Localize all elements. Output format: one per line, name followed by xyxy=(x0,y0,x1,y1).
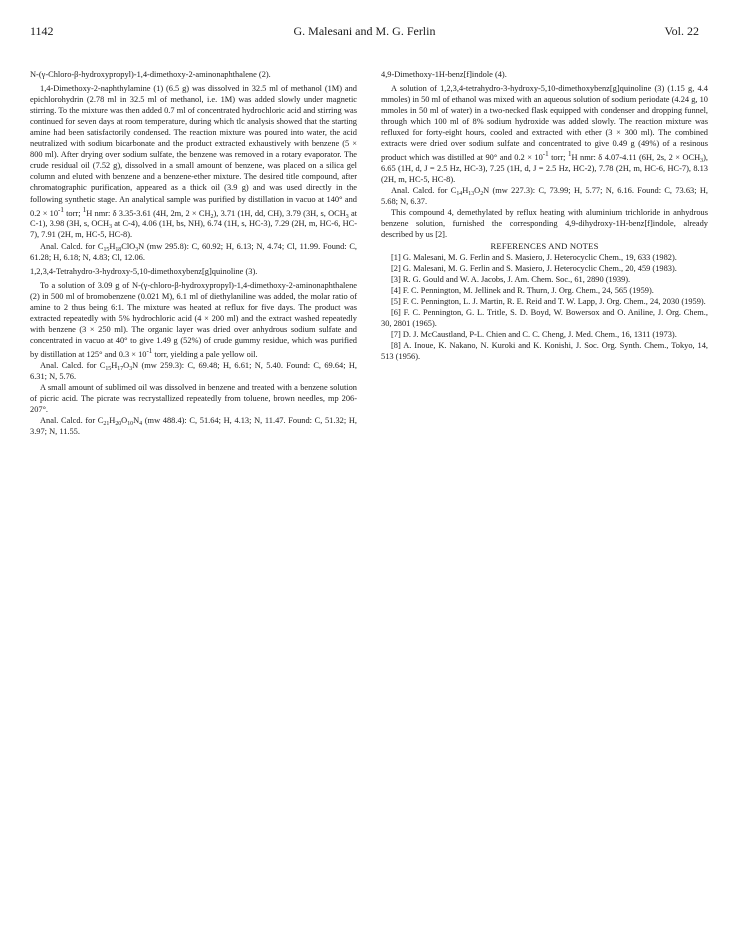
reference-item: [8] A. Inoue, K. Nakano, N. Kuroki and K. Konishi, J. Soc. Org. Synth. Chem., Tokyo, 14, 513 (1956). xyxy=(381,340,708,361)
compound-3-heading: 1,2,3,4-Tetrahydro-3-hydroxy-5,10-dimethoxybenz[g]quinoline (3). xyxy=(30,266,258,276)
left-column xyxy=(30,69,357,437)
reference-item: [6] F. C. Pennington, G. L. Tritle, S. D. Boyd, W. Bowersox and O. Aniline, J. Org. Chem., 30, 2801 (1965). xyxy=(381,307,708,328)
right-column xyxy=(381,69,708,362)
reference-item: [2] G. Malesani, M. G. Ferlin and S. Masiero, J. Heterocyclic Chem., 20, 459 (1983). xyxy=(391,263,677,273)
reference-item: [4] F. C. Pennington, M. Jellinek and R. Thurn, J. Org. Chem., 24, 565 (1959). xyxy=(391,285,654,295)
running-title: G. Malesani and M. G. Ferlin xyxy=(293,24,436,38)
demethylation-note: This compound 4, demethylated by reflux heating with aluminium trichloride in anhydrous benzene solution, furnished the corresponding 4,9-dihydroxy-1H-benz[f]indole, already described by us [2]. xyxy=(381,208,708,240)
picrate-procedure: A small amount of sublimed oil was dissolved in benzene and treated with a benzene solution of picric acid. The picrate was recrystallized repeatedly from toluene, brown needles, mp 206-207°. xyxy=(30,382,357,414)
compound-3-analysis: Anal. Calcd. for $C_{15}H_{17}O_3N$ (mw 259.3): C, 69.48; H, 6.61; N, 5.40. Found: C, 69.64; H, 6.31; N, 5.76. xyxy=(30,360,357,381)
compound-2-analysis: Anal. Calcd. for $C_{15}H_{18}ClO_3N$ (mw 295.8): C, 60.92; H, 6.13; N, 4.74; Cl, 11.99. Found: C, 61.28; H, 6.18; N, 4.83; Cl, 12.06. xyxy=(30,241,357,262)
references-heading: REFERENCES AND NOTES xyxy=(490,240,599,251)
compound-4-procedure: A solution of 1,2,3,4-tetrahydro-3-hydroxy-5,10-dimethoxybenz[g]quinoline (3) (1.15 g, 4.4 mmoles) in 50 ml of ethanol was mixed with an aqueous solution of sodium periodate (4.24 g, 10 mmoles in 50 ml of water) in a two-necked flask equipped with condenser and dropping funnel, through which 100 ml of 8% sodium hydroxide was added slowly. The reaction mixture was refluxed for forty-eight hours, cooled and extracted with ether (3 × 300 ml). The combined extracts were dried over sodium sulfate and concentrated to give 0.49 g (49%) of a resinous product which was distilled at 90° and $0.2 \times 10^{-1}$ torr; $^1$H nmr: δ 4.07-4.11 (6H, 2s, $2 \times OCH_3$), 6.65 (1H, d, J = 2.5 Hz, HC-3), 7.25 (1H, d, J = 2.5 Hz, HC-2), 7.78 (2H, m, HC-6, HC-7), 8.13 (2H, m, HC-5, HC-8). xyxy=(381,84,708,185)
reference-item: [3] R. G. Gould and W. A. Jacobs, J. Am. Chem. Soc., 61, 2890 (1939). xyxy=(391,274,631,284)
reference-item: [1] G. Malesani, M. G. Ferlin and S. Masiero, J. Heterocyclic Chem., 19, 633 (1982). xyxy=(391,252,677,262)
page-number: 1142 xyxy=(30,24,54,38)
reference-item: [5] F. C. Pennington, L. J. Martin, R. E. Reid and T. W. Lapp, J. Org. Chem., 24, 2030 (1959). xyxy=(391,296,706,306)
compound-2-procedure: 1,4-Dimethoxy-2-naphthylamine (1) (6.5 g) was dissolved in 32.5 ml of methanol (1M) and epichlorohydrin (2.78 ml in 32.5 ml of methanol, i.e. 1M) was added slowly under magnetic stirring. To the mixture was then added 0.7 ml of concentrated hydrochloric acid and stirring was continued for seven days at room temperature, during which tlc analysis showed that the starting amine had been satisfactorily condensed. The reaction mixture was poured into water, the acid neutralized with sodium bicarbonate and the product extracted exhaustively with benzene (5 × 800 ml). After drying over sodium sulfate, the benzene was removed in a rotary evaporator. The crude residual oil (7.52 g), dissolved in a small amount of benzene, was placed on a silica gel column and eluted with benzene and a benzene-ether mixture. The desired title compound, after chromatographic purification, appeared as a thick oil (3.9 g) and was used directly in the following synthetic stage. An analytical sample was purified by distillation in vacuo at 140° and $0.2 \times 10^{-1}$ torr; $^1$H nmr: δ 3.35-3.61 (4H, 2m, $2 \times CH_2$), 3.71 (1H, dd, CH), 3.79 (3H, s, $OCH_3$ at C-1), 3.98 (3H, s, $OCH_3$ at C-4), 4.06 (1H, bs, NH), 6.74 (1H, s, HC-3), 7.29 (2H, m, HC-6, HC-7), 7.91 (2H, m, HC-5, HC-8). xyxy=(30,84,357,240)
picrate-analysis: Anal. Calcd. for $C_{21}H_{20}O_{10}N_4$ (mw 488.4): C, 51.64; H, 4.13; N, 11.47. Found: C, 51.32; H, 3.97; N, 11.55. xyxy=(30,416,357,437)
volume-label: Vol. 22 xyxy=(664,24,699,38)
compound-4-analysis: Anal. Calcd. for $C_{14}H_{13}O_2N$ (mw 227.3): C, 73.99; H, 5.77; N, 6.16. Found: C, 73.63; H, 5.68; N, 6.37. xyxy=(381,186,708,207)
compound-2-heading: N-(γ-Chloro-β-hydroxypropyl)-1,4-dimethoxy-2-aminonaphthalene (2). xyxy=(30,70,271,79)
compound-4-heading: 4,9-Dimethoxy-1H-benz[f]indole (4). xyxy=(381,70,507,79)
compound-3-procedure: To a solution of 3.09 g of N-(γ-chloro-β-hydroxypropyl)-1,4-dimethoxy-2-aminonaphthalene (2) in 500 ml of bromobenzene (0.021 M), 6.1 ml of diethylaniline was added, the molar ratio of amine to 2 thus being 6:1. The mixture was heated at reflux for five days. The product was extracted repeatedly with 5% hydrochloric acid (4 × 200 ml) and the extract washed repeatedly with benzene (3 × 250 ml). The organic layer was dried over anhydrous sodium sulfate and concentrated in vacuo at 40° to give 1.49 g (52%) of crude gummy residue, which was purified by distillation at 125° and $0.3 \times 10^{-1}$ torr, yielding a pale yellow oil. xyxy=(30,280,357,359)
reference-list xyxy=(381,252,708,362)
reference-item: [7] D. J. McCaustland, P-L. Chien and C. C. Cheng, J. Med. Chem., 16, 1311 (1973). xyxy=(391,329,677,339)
running-header xyxy=(30,24,699,40)
